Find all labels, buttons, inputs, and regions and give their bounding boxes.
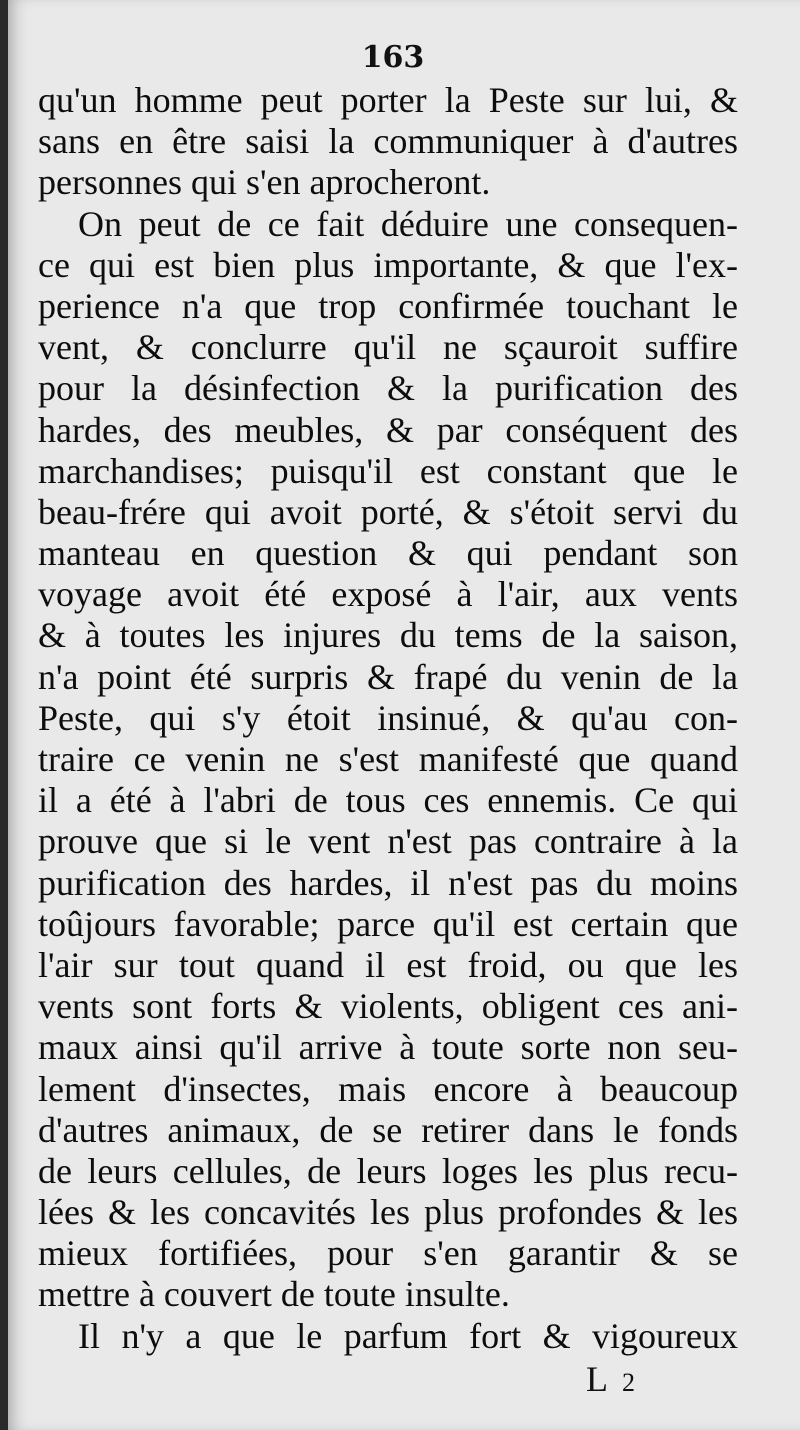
text-line: lement d'insectes, mais encore à beaucoup bbox=[38, 1068, 738, 1109]
signature-mark bbox=[586, 1358, 635, 1400]
signature-letter: L bbox=[586, 1359, 608, 1399]
text-line: ce qui est bien plus importante, & que l'ex- bbox=[38, 244, 738, 285]
text-line: manteau en question & qui pendant son bbox=[38, 533, 738, 574]
text-line: qu'un homme peut porter la Peste sur lui, & bbox=[38, 80, 738, 120]
text-line: traire ce venin ne s'est manifesté que quand bbox=[38, 739, 738, 779]
text-line: Peste, qui s'y étoit insinué, & qu'au con- bbox=[38, 697, 738, 738]
text-line: beau-frére qui avoit porté, & s'étoit servi du bbox=[38, 491, 738, 532]
text-line: sans en être saisi la communiquer à d'autres bbox=[38, 121, 738, 162]
text-line: mieux fortifiées, pour s'en garantir & se bbox=[38, 1233, 738, 1274]
body-text bbox=[38, 80, 738, 1357]
text-line: de leurs cellules, de leurs loges les plus recu- bbox=[38, 1150, 738, 1191]
text-line: lées & les concavités les plus profondes & les bbox=[38, 1192, 738, 1233]
text-line: On peut de ce fait déduire une consequen- bbox=[78, 203, 738, 244]
text-line: toûjours favorable; parce qu'il est certain que bbox=[38, 903, 738, 944]
text-line: purification des hardes, il n'est pas du moins bbox=[38, 862, 738, 903]
text-line: vent, & conclurre qu'il ne sçauroit suffire bbox=[38, 327, 738, 368]
text-line: l'air sur tout quand il est froid, ou que les bbox=[38, 944, 738, 985]
page-number: 163 bbox=[361, 40, 425, 75]
text-line: personnes qui s'en aprocheront. bbox=[38, 162, 491, 203]
signature-number: 2 bbox=[622, 1368, 635, 1397]
text-line: maux ainsi qu'il arrive à toute sorte non seu- bbox=[38, 1027, 738, 1068]
text-line: il a été à l'abri de tous ces ennemis. Ce qui bbox=[38, 780, 738, 821]
text-line: voyage avoit été exposé à l'air, aux vents bbox=[38, 574, 738, 615]
text-line: pour la désinfection & la purification des bbox=[38, 368, 738, 409]
text-line: mettre à couvert de toute insulte. bbox=[38, 1274, 510, 1315]
text-line: n'a point été surpris & frapé du venin de la bbox=[38, 656, 738, 697]
text-line: & à toutes les injures du tems de la saison, bbox=[38, 615, 738, 656]
text-line: vents sont forts & violents, obligent ces ani- bbox=[38, 986, 738, 1027]
text-line: Il n'y a que le parfum fort & vigoureux bbox=[78, 1315, 738, 1356]
book-page bbox=[8, 0, 800, 1430]
text-line: prouve que si le vent n'est pas contraire à la bbox=[38, 821, 738, 862]
text-line: perience n'a que trop confirmée touchant le bbox=[38, 285, 738, 326]
text-line: d'autres animaux, de se retirer dans le fonds bbox=[38, 1109, 738, 1150]
text-line: marchandises; puisqu'il est constant que le bbox=[38, 450, 738, 491]
text-line: hardes, des meubles, & par conséquent des bbox=[38, 409, 738, 450]
